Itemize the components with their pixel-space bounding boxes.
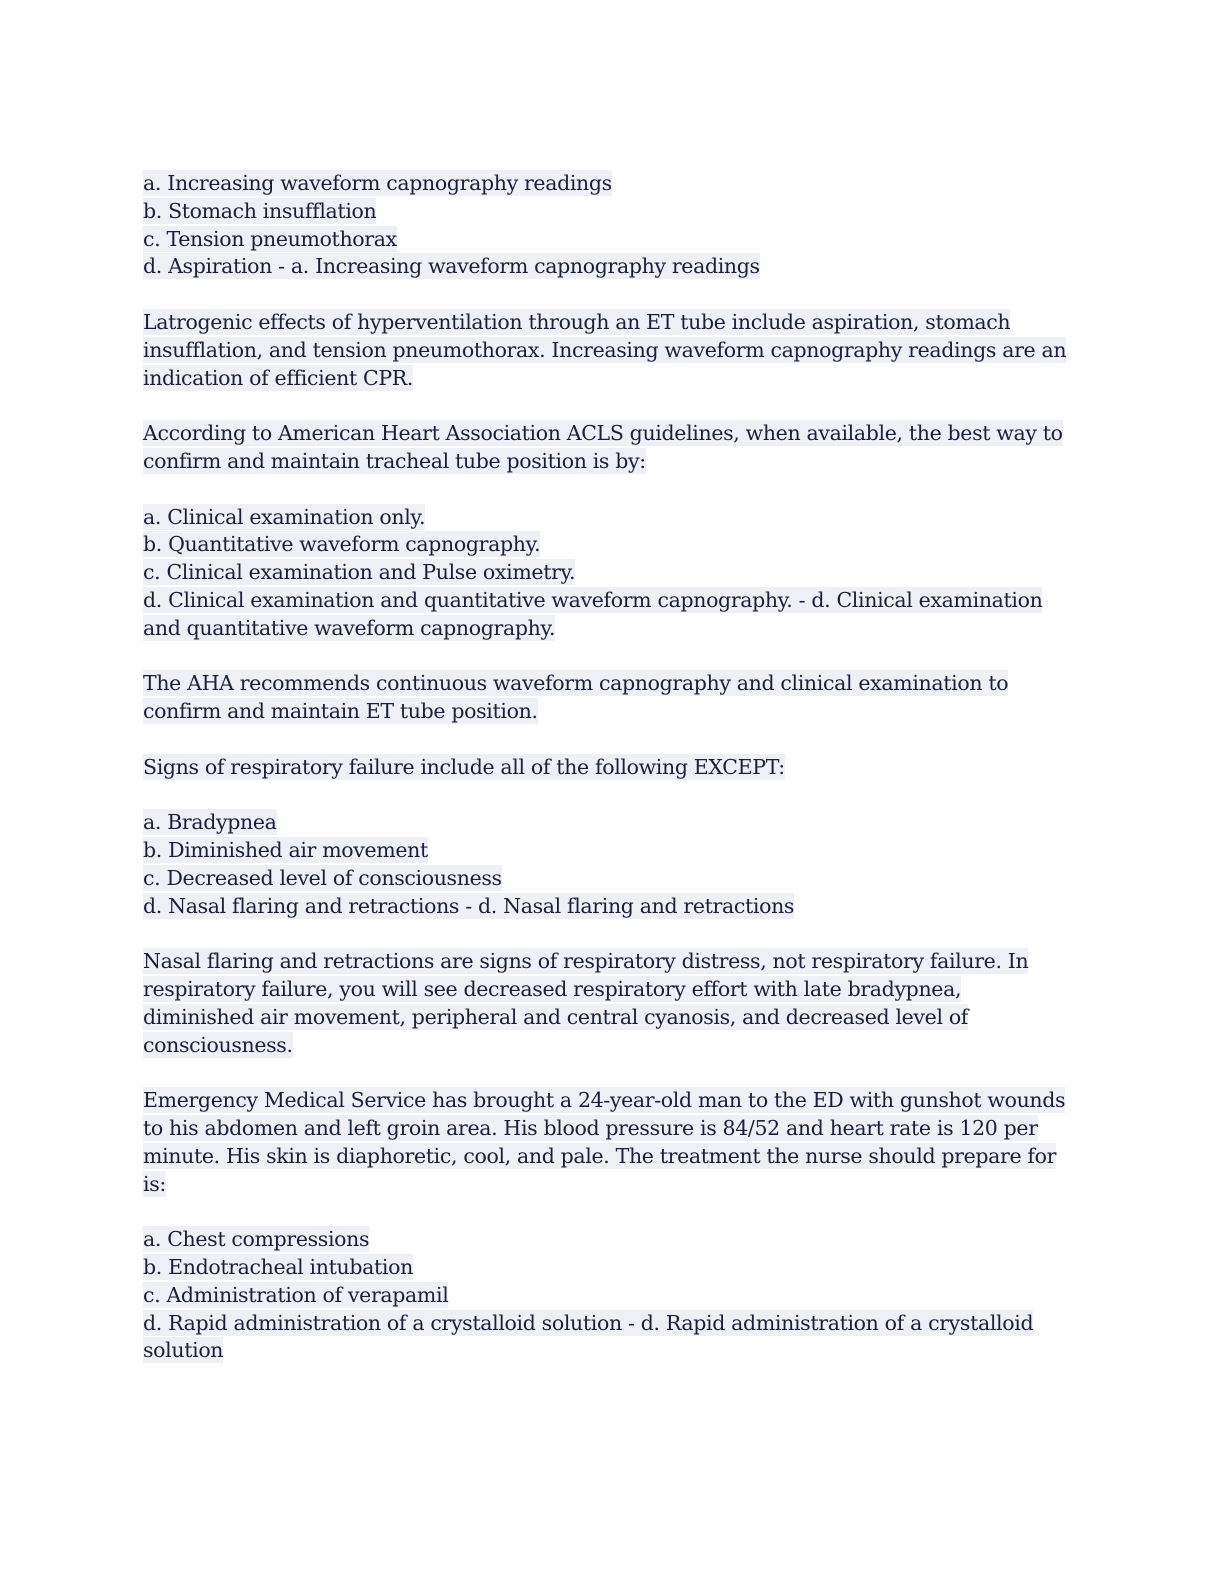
paragraph-gap xyxy=(143,281,1083,309)
text-line: b. Diminished air movement xyxy=(143,838,428,863)
text-line: minute. His skin is diaphoretic, cool, and pale. The treatment the nurse should prepare for xyxy=(143,1143,1057,1168)
text-line: to his abdomen and left groin area. His blood pressure is 84/52 and heart rate is 120 per xyxy=(143,1116,1038,1141)
question-paragraph xyxy=(143,1087,1083,1198)
text-line: d. Clinical examination and quantitative waveform capnography. - d. Clinical examination xyxy=(143,587,1043,612)
answer-options-block xyxy=(143,504,1083,643)
answer-options-block xyxy=(143,170,1083,281)
answer-options-block xyxy=(143,809,1083,920)
text-line: solution xyxy=(143,1338,224,1363)
paragraph-gap xyxy=(143,476,1083,504)
text-line: confirm and maintain ET tube position. xyxy=(143,699,538,724)
text-line: d. Aspiration - a. Increasing waveform capnography readings xyxy=(143,254,760,279)
text-line: insufflation, and tension pneumothorax. Increasing waveform capnography readings are an xyxy=(143,337,1067,362)
paragraph-gap xyxy=(143,1060,1083,1088)
text-line: c. Administration of verapamil xyxy=(143,1282,449,1307)
paragraph-gap xyxy=(143,643,1083,671)
question-paragraph xyxy=(143,754,1083,782)
text-line: c. Tension pneumothorax xyxy=(143,226,397,251)
explanation-paragraph xyxy=(143,948,1083,1059)
text-line: respiratory failure, you will see decreased respiratory effort with late bradypnea, xyxy=(143,977,962,1002)
text-line: a. Bradypnea xyxy=(143,810,277,835)
text-line: b. Quantitative waveform capnography. xyxy=(143,532,541,557)
question-paragraph xyxy=(143,420,1083,476)
text-line: According to American Heart Association ACLS guidelines, when available, the best way to xyxy=(143,421,1063,446)
text-line: confirm and maintain tracheal tube position is by: xyxy=(143,448,646,473)
text-line: c. Decreased level of consciousness xyxy=(143,865,502,890)
paragraph-gap xyxy=(143,1198,1083,1226)
text-line: c. Clinical examination and Pulse oximetry. xyxy=(143,560,576,585)
answer-options-block xyxy=(143,1226,1083,1365)
paragraph-gap xyxy=(143,726,1083,754)
text-line: b. Endotracheal intubation xyxy=(143,1255,413,1280)
text-line: d. Nasal flaring and retractions - d. Nasal flaring and retractions xyxy=(143,893,795,918)
text-line: Emergency Medical Service has brought a 24-year-old man to the ED with gunshot wounds xyxy=(143,1088,1066,1113)
text-line: a. Clinical examination only. xyxy=(143,504,426,529)
text-line: The AHA recommends continuous waveform capnography and clinical examination to xyxy=(143,671,1009,696)
paragraph-gap xyxy=(143,782,1083,810)
text-line: consciousness. xyxy=(143,1032,293,1057)
text-line: and quantitative waveform capnography. xyxy=(143,615,556,640)
explanation-paragraph xyxy=(143,309,1083,392)
text-line: Nasal flaring and retractions are signs of respiratory distress, not respiratory failure. In xyxy=(143,949,1029,974)
text-line: Signs of respiratory failure include all of the following EXCEPT: xyxy=(143,754,785,779)
text-line: indication of efficient CPR. xyxy=(143,365,414,390)
text-line: a. Chest compressions xyxy=(143,1227,370,1252)
document-body xyxy=(143,170,1083,1365)
text-line: is: xyxy=(143,1171,166,1196)
text-line: diminished air movement, peripheral and central cyanosis, and decreased level of xyxy=(143,1004,969,1029)
text-line: Latrogenic effects of hyperventilation through an ET tube include aspiration, stomach xyxy=(143,309,1011,334)
text-line: d. Rapid administration of a crystalloid solution - d. Rapid administration of a crystalloid xyxy=(143,1310,1034,1335)
paragraph-gap xyxy=(143,392,1083,420)
explanation-paragraph xyxy=(143,670,1083,726)
text-line: b. Stomach insufflation xyxy=(143,198,377,223)
paragraph-gap xyxy=(143,921,1083,949)
text-line: a. Increasing waveform capnography readings xyxy=(143,171,612,195)
